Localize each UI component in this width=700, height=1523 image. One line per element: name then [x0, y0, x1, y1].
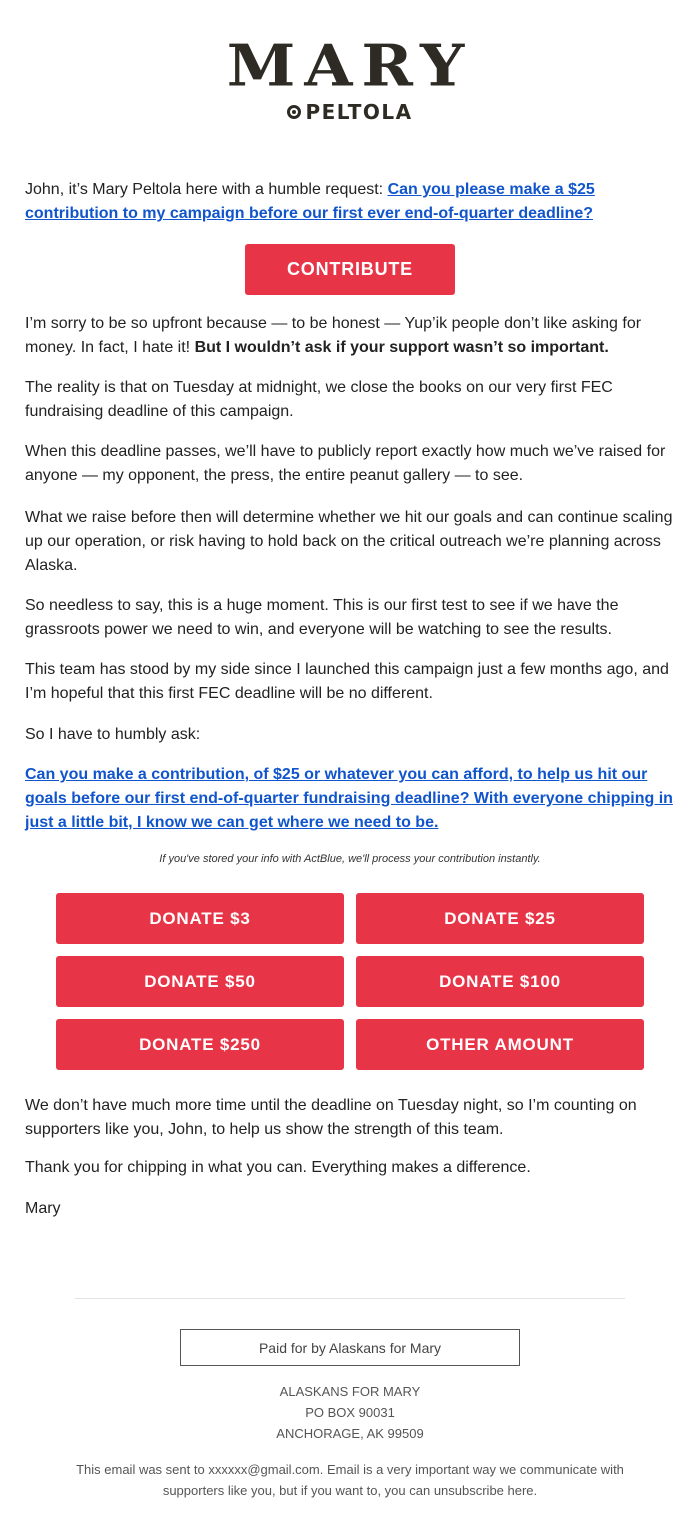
unsubscribe-link[interactable]: unsubscribe here: [433, 1483, 534, 1498]
body-paragraph-6: This team has stood by my side since I launched this campaign just a few months ago, and I’m hopeful that this first FEC deadline will be no different.: [25, 661, 669, 702]
closing-paragraph-1: We don’t have much more time until the deadline on Tuesday night, so I’m counting on supporters like you, John, to help us show the strength of this team.: [25, 1097, 637, 1138]
actblue-note: If you've stored your info with ActBlue, we'll process your contribution instantly.: [159, 853, 541, 865]
footer-end: .: [533, 1483, 538, 1498]
signature: Mary: [25, 1200, 61, 1217]
body-paragraph-3: When this deadline passes, we’ll have to publicly report exactly how much we’ve raised for anyone — my opponent, the press, the entire peanut gallery — to see.: [25, 443, 666, 484]
donate-3-button[interactable]: DONATE $3: [56, 893, 344, 944]
donate-100-button[interactable]: DONATE $100: [356, 956, 644, 1007]
logo-surname: PELTOLA: [305, 100, 413, 124]
closing-paragraph-2: Thank you for chipping in what you can. Everything makes a difference.: [25, 1159, 531, 1176]
body-paragraph-7: So I have to humbly ask:: [25, 726, 201, 743]
recipient-email: xxxxxx@gmail.com: [208, 1462, 320, 1477]
intro-contribute-link[interactable]: Can you please make a $25 contribution to my campaign before our first ever end-of-quarter deadline?: [25, 181, 595, 222]
intro-text: John, it’s Mary Peltola here with a humble request:: [25, 181, 388, 198]
paid-for-text: Paid for by Alaskans for Mary: [258, 1339, 442, 1356]
body-paragraph-5: So needless to say, this is a huge moment. This is our first test to see if we have the grassroots power we need to win, and everyone will be watching to see the results.: [25, 597, 619, 638]
target-icon: [287, 105, 301, 119]
body-paragraph-2: The reality is that on Tuesday at midnight, we close the books on our very first FEC fundraising deadline of this campaign.: [25, 379, 613, 420]
intro-paragraph: [25, 178, 680, 226]
logo-subtitle: [287, 100, 412, 124]
p1-bold: But I wouldn’t ask if your support wasn’t so important.: [194, 339, 609, 356]
footer-divider: [75, 1298, 625, 1299]
donate-50-button[interactable]: DONATE $50: [56, 956, 344, 1007]
other-amount-button[interactable]: OTHER AMOUNT: [356, 1019, 644, 1070]
paid-for-box: [180, 1329, 520, 1366]
address-line: ANCHORAGE, AK 99509: [276, 1426, 424, 1441]
ask-paragraph: [25, 763, 680, 835]
mailing-address: [0, 1381, 700, 1444]
body-paragraph-1: [25, 312, 680, 360]
sent-suffix: . Email is a very important way we communicate with supporters like you, but if you want to, you can: [162, 1462, 624, 1498]
p1-text: I’m sorry to be so upfront because — to be honest — Yup’ik people don’t like asking for money. In fact, I hate it!: [25, 315, 642, 356]
ask-contribute-link[interactable]: Can you make a contribution, of $25 or whatever you can afford, to help us hit our goals before our first end-of-quarter fundraising deadline? With everyone chipping in just a little bit, I know we can get where we need to be.: [25, 766, 673, 831]
address-line: PO BOX 90031: [305, 1405, 395, 1420]
campaign-logo: [0, 31, 700, 124]
sent-prefix: This email was sent to: [76, 1462, 209, 1477]
body-paragraph-4: What we raise before then will determine whether we hit our goals and can continue scaling up our operation, or risk having to hold back on the critical outreach we’re planning across Alaska.: [25, 509, 673, 574]
logo-wordmark: MARY: [226, 31, 474, 100]
donate-250-button[interactable]: DONATE $250: [56, 1019, 344, 1070]
address-line: ALASKANS FOR MARY: [279, 1384, 421, 1399]
footer-disclaimer: [70, 1459, 630, 1501]
contribute-button[interactable]: CONTRIBUTE: [245, 244, 455, 295]
donate-25-button[interactable]: DONATE $25: [356, 893, 644, 944]
